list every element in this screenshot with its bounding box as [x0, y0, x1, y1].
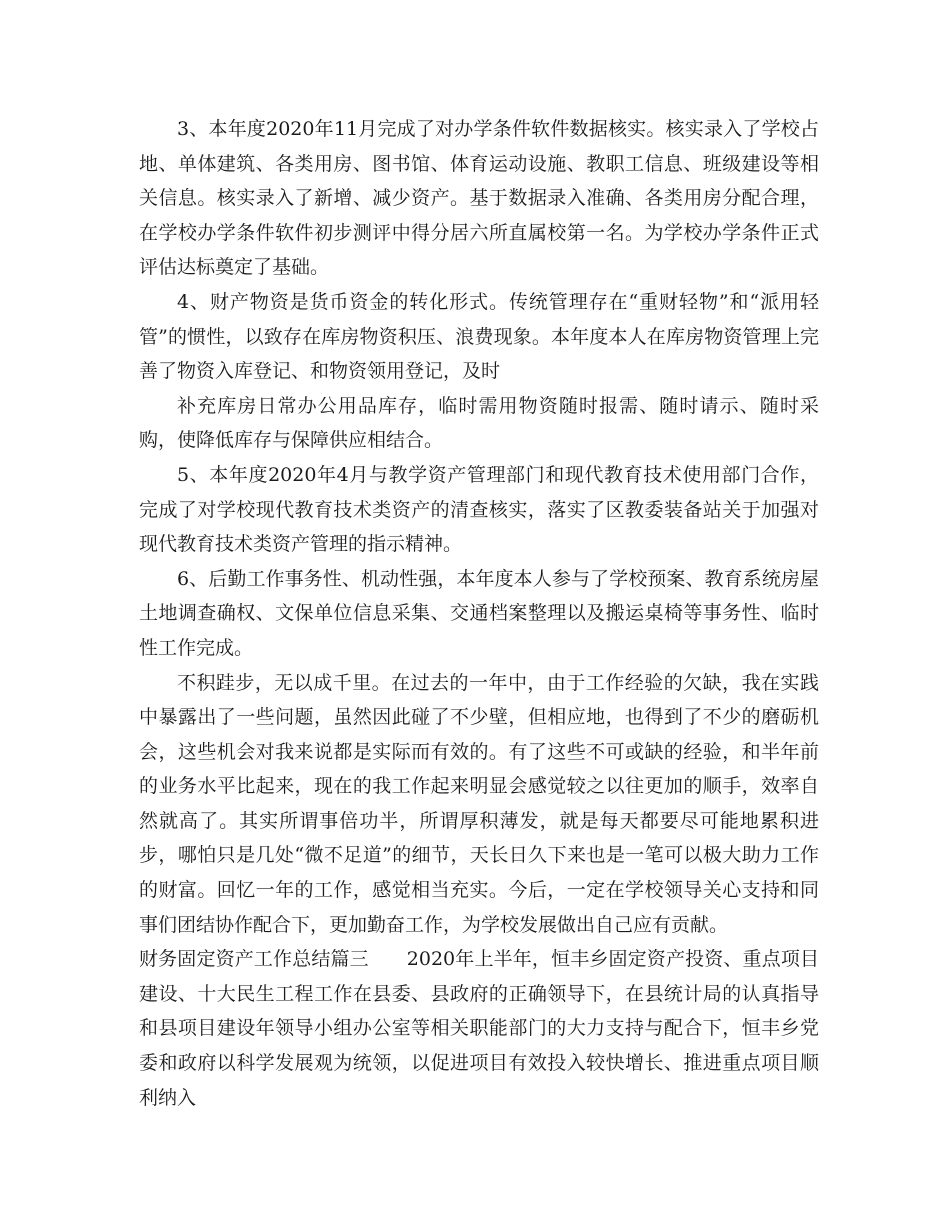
section-three — [139, 942, 819, 1115]
paragraph-6: 6、后勤工作事务性、机动性强，本年度本人参与了学校预案、教育系统房屋土地调查确权、文保单位信息采集、交通档案整理以及搬运桌椅等事务性、临时性工作完成。 — [139, 567, 819, 659]
paragraph-4-continued: 补充库房日常办公用品库存，临时需用物资随时报需、随时请示、随时采购，使降低库存与保障供应相结合。 — [139, 394, 819, 452]
document-body — [139, 112, 819, 1115]
section-heading: 财务固定资产工作总结篇三 — [139, 948, 369, 971]
paragraph-4: 4、财产物资是货币资金的转化形式。传统管理存在“重财轻物”和“派用轻管”的惯性，以致存在库房物资积压、浪费现象。本年度本人在库房物资管理上完善了物资入库登记、和物资领用登记，及时 — [139, 290, 819, 383]
section-text: 2020年上半年，恒丰乡固定资产投资、重点项目建设、十大民生工程工作在县委、县政府的正确领导下，在县统计局的认真指导和县项目建设年领导小组办公室等相关职能部门的大力支持与配合下，恒丰乡党委和政府以科学发展观为统领，以促进项目有效投入较快增长、推进重点项目顺利纳入 — [139, 948, 819, 1109]
paragraph-summary: 不积跬步，无以成千里。在过去的一年中，由于工作经验的欠缺，我在实践中暴露出了一些问题，虽然因此碰了不少壁，但相应地，也得到了不少的磨砺机会，这些机会对我来说都是实际而有效的。有了这些不可或缺的经验，和半年前的业务水平比起来，现在的我工作起来明显会感觉较之以往更加的顺手，效率自然就高了。其实所谓事倍功半，所谓厚积薄发，就是每天都要尽可能地累积进步，哪怕只是几处“微不足道”的细节，天长日久下来也是一笔可以极大助力工作的财富。回忆一年的工作，感觉相当充实。今后，一定在学校领导关心支持和同事们团结协作配合下，更加勤奋工作，为学校发展做出自己应有贡献。 — [139, 671, 819, 936]
paragraph-5: 5、本年度2020年4月与教学资产管理部门和现代教育技术使用部门合作，完成了对学校现代教育技术类资产的清查核实，落实了区教委装备站关于加强对现代教育技术类资产管理的指示精神。 — [139, 463, 819, 556]
paragraph-3: 3、本年度2020年11月完成了对办学条件软件数据核实。核实录入了学校占地、单体建筑、各类用房、图书馆、体育运动设施、教职工信息、班级建设等相关信息。核实录入了新增、减少资产。基于数据录入准确、各类用房分配合理，在学校办学条件软件初步测评中得分居六所直属校第一名。为学校办学条件正式评估达标奠定了基础。 — [139, 118, 819, 279]
